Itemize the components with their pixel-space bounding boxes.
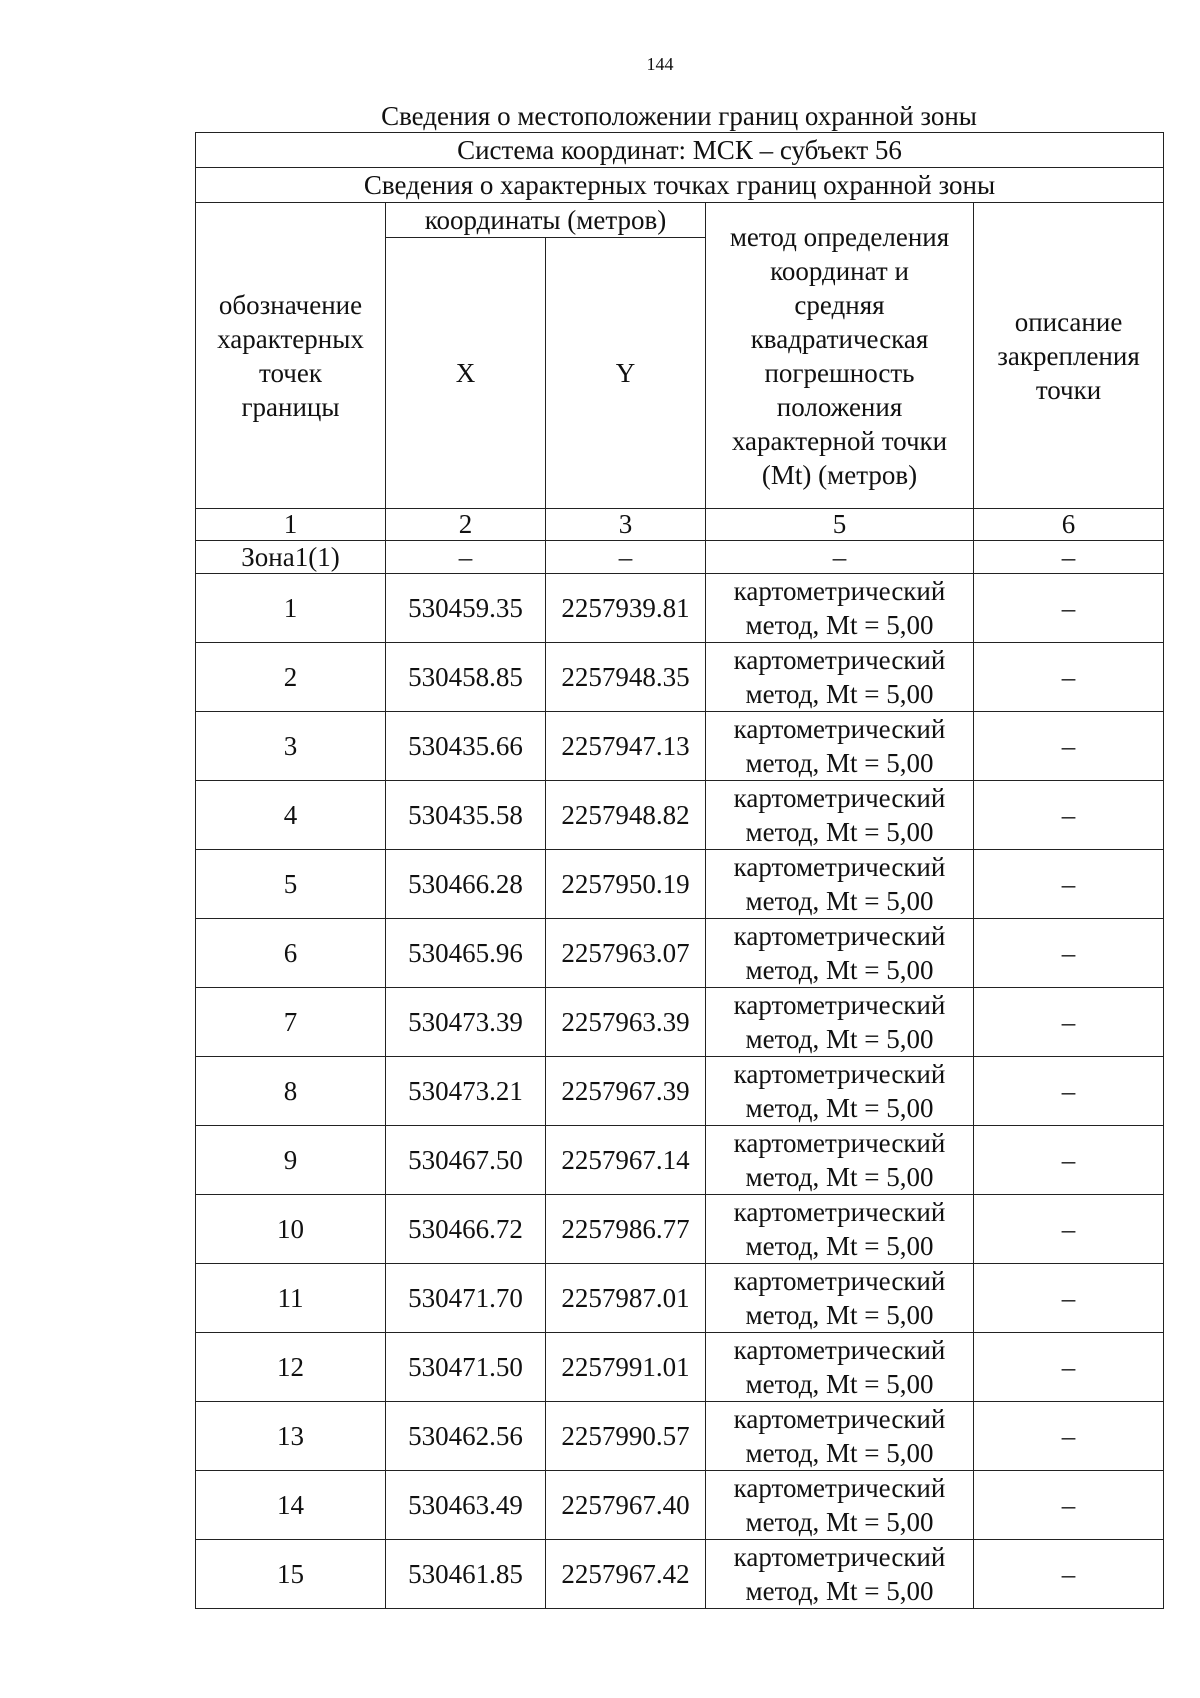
x-coordinate-cell: 530463.49	[386, 1471, 546, 1540]
table-row	[196, 712, 1164, 781]
table-row	[196, 1057, 1164, 1126]
zone-cell: –	[706, 541, 974, 574]
method-line: картометрический	[733, 714, 946, 744]
method-line: картометрический	[733, 1128, 946, 1158]
header-description	[974, 203, 1164, 509]
x-coordinate-cell: 530471.70	[386, 1264, 546, 1333]
method-line: метод, Mt = 5,00	[745, 1231, 934, 1261]
point-number-cell: 10	[196, 1195, 386, 1264]
method-cell	[706, 850, 974, 919]
method-line: метод, Mt = 5,00	[745, 886, 934, 916]
table-row	[196, 1264, 1164, 1333]
method-line: метод, Mt = 5,00	[745, 817, 934, 847]
method-cell	[706, 574, 974, 643]
point-number-cell: 11	[196, 1264, 386, 1333]
header-line: координат и	[770, 255, 909, 286]
method-cell	[706, 643, 974, 712]
page-number: 144	[646, 54, 674, 74]
method-cell	[706, 1540, 974, 1609]
x-coordinate-cell: 530466.72	[386, 1195, 546, 1264]
x-coordinate-cell: 530471.50	[386, 1333, 546, 1402]
point-number-cell: 5	[196, 850, 386, 919]
y-coordinate-cell: 2257963.39	[546, 988, 706, 1057]
method-line: метод, Mt = 5,00	[745, 610, 934, 640]
y-coordinate-cell: 2257986.77	[546, 1195, 706, 1264]
y-coordinate-cell: 2257991.01	[546, 1333, 706, 1402]
y-coordinate-cell: 2257967.40	[546, 1471, 706, 1540]
method-line: метод, Mt = 5,00	[745, 1093, 934, 1123]
x-coordinate-cell: 530466.28	[386, 850, 546, 919]
method-cell	[706, 1264, 974, 1333]
method-cell	[706, 781, 974, 850]
point-number-cell: 1	[196, 574, 386, 643]
column-number: 2	[386, 509, 546, 541]
description-cell: –	[974, 988, 1164, 1057]
method-cell	[706, 1057, 974, 1126]
description-cell: –	[974, 919, 1164, 988]
point-number-cell: 12	[196, 1333, 386, 1402]
method-cell	[706, 1195, 974, 1264]
point-number-cell: 13	[196, 1402, 386, 1471]
section-title-header: Сведения о характерных точках границ охранной зоны	[196, 168, 1164, 203]
description-cell: –	[974, 712, 1164, 781]
method-line: картометрический	[733, 1473, 946, 1503]
table-row	[196, 919, 1164, 988]
x-coordinate-cell: 530435.58	[386, 781, 546, 850]
column-number: 1	[196, 509, 386, 541]
method-cell	[706, 1126, 974, 1195]
column-number: 5	[706, 509, 974, 541]
method-line: картометрический	[733, 645, 946, 675]
description-cell: –	[974, 1057, 1164, 1126]
y-coordinate-cell: 2257963.07	[546, 919, 706, 988]
table-row	[196, 1126, 1164, 1195]
table-row	[196, 988, 1164, 1057]
method-line: картометрический	[733, 1266, 946, 1296]
header-line: границы	[241, 391, 340, 422]
point-number-cell: 3	[196, 712, 386, 781]
method-line: метод, Mt = 5,00	[745, 1024, 934, 1054]
y-coordinate-cell: 2257950.19	[546, 850, 706, 919]
y-coordinate-cell: 2257948.82	[546, 781, 706, 850]
y-coordinate-cell: 2257987.01	[546, 1264, 706, 1333]
x-coordinate-cell: 530435.66	[386, 712, 546, 781]
method-line: метод, Mt = 5,00	[745, 1369, 934, 1399]
document-title: Сведения о местоположении границ охранной зоны	[381, 101, 977, 131]
y-coordinate-cell: 2257967.42	[546, 1540, 706, 1609]
method-line: метод, Mt = 5,00	[745, 748, 934, 778]
y-coordinate-cell: 2257947.13	[546, 712, 706, 781]
header-line: точек	[259, 357, 322, 388]
point-number-cell: 8	[196, 1057, 386, 1126]
method-line: картометрический	[733, 1404, 946, 1434]
method-cell	[706, 712, 974, 781]
x-coordinate-cell: 530458.85	[386, 643, 546, 712]
column-number: 6	[974, 509, 1164, 541]
y-coordinate-cell: 2257948.35	[546, 643, 706, 712]
table-row	[196, 1402, 1164, 1471]
header-line: (Mt) (метров)	[761, 459, 918, 490]
point-number-cell: 7	[196, 988, 386, 1057]
header-line: погрешность	[764, 357, 915, 388]
header-coordinates: координаты (метров)	[386, 203, 706, 238]
method-line: метод, Mt = 5,00	[745, 955, 934, 985]
header-line: обозначение	[218, 289, 363, 320]
table-row	[196, 574, 1164, 643]
zone-cell: –	[386, 541, 546, 574]
point-number-cell: 14	[196, 1471, 386, 1540]
x-coordinate-cell: 530459.35	[386, 574, 546, 643]
description-cell: –	[974, 643, 1164, 712]
zone-row	[196, 541, 1164, 574]
description-cell: –	[974, 1540, 1164, 1609]
point-number-cell: 6	[196, 919, 386, 988]
x-coordinate-cell: 530467.50	[386, 1126, 546, 1195]
x-coordinate-cell: 530473.39	[386, 988, 546, 1057]
description-cell: –	[974, 850, 1164, 919]
description-cell: –	[974, 1471, 1164, 1540]
y-coordinate-cell: 2257967.14	[546, 1126, 706, 1195]
method-line: картометрический	[733, 921, 946, 951]
header-line: характерной точки	[731, 425, 948, 456]
table-row	[196, 1471, 1164, 1540]
table-row	[196, 1540, 1164, 1609]
description-cell: –	[974, 1402, 1164, 1471]
method-cell	[706, 919, 974, 988]
y-coordinate-cell: 2257967.39	[546, 1057, 706, 1126]
header-line: закрепления	[997, 340, 1140, 371]
header-x: X	[386, 238, 546, 509]
method-cell	[706, 988, 974, 1057]
table-row	[196, 781, 1164, 850]
method-line: картометрический	[733, 852, 946, 882]
column-number: 3	[546, 509, 706, 541]
method-line: метод, Mt = 5,00	[745, 1576, 934, 1606]
method-line: метод, Mt = 5,00	[745, 1438, 934, 1468]
description-cell: –	[974, 781, 1164, 850]
header-line: квадратическая	[750, 323, 929, 354]
description-cell: –	[974, 1126, 1164, 1195]
method-cell	[706, 1471, 974, 1540]
table-row	[196, 1333, 1164, 1402]
header-line: описание	[1014, 306, 1123, 337]
method-cell	[706, 1402, 974, 1471]
method-line: картометрический	[733, 1197, 946, 1227]
x-coordinate-cell: 530473.21	[386, 1057, 546, 1126]
method-line: картометрический	[733, 1542, 946, 1572]
method-line: картометрический	[733, 1059, 946, 1089]
header-y: Y	[546, 238, 706, 509]
method-line: картометрический	[733, 783, 946, 813]
point-number-cell: 2	[196, 643, 386, 712]
zone-cell: –	[974, 541, 1164, 574]
header-line: положения	[776, 391, 903, 422]
method-line: картометрический	[733, 1335, 946, 1365]
description-cell: –	[974, 1195, 1164, 1264]
method-line: метод, Mt = 5,00	[745, 1507, 934, 1537]
header-method	[706, 203, 974, 509]
x-coordinate-cell: 530461.85	[386, 1540, 546, 1609]
coordinates-table	[195, 132, 1164, 1609]
table-row	[196, 1195, 1164, 1264]
header-line: характерных	[217, 323, 364, 354]
method-cell	[706, 1333, 974, 1402]
x-coordinate-cell: 530465.96	[386, 919, 546, 988]
y-coordinate-cell: 2257939.81	[546, 574, 706, 643]
method-line: метод, Mt = 5,00	[745, 679, 934, 709]
point-number-cell: 9	[196, 1126, 386, 1195]
header-line: точки	[1035, 374, 1102, 405]
coordinate-system-header: Система координат: МСК – субъект 56	[196, 133, 1164, 168]
zone-cell: –	[546, 541, 706, 574]
header-line: метод определения	[729, 221, 950, 252]
zone-label: Зона1(1)	[196, 541, 386, 574]
method-line: картометрический	[733, 576, 946, 606]
table-row	[196, 643, 1164, 712]
description-cell: –	[974, 574, 1164, 643]
header-line: средняя	[794, 289, 885, 320]
point-number-cell: 15	[196, 1540, 386, 1609]
method-line: метод, Mt = 5,00	[745, 1162, 934, 1192]
description-cell: –	[974, 1333, 1164, 1402]
method-line: метод, Mt = 5,00	[745, 1300, 934, 1330]
description-cell: –	[974, 1264, 1164, 1333]
column-numbers-row	[196, 509, 1164, 541]
x-coordinate-cell: 530462.56	[386, 1402, 546, 1471]
y-coordinate-cell: 2257990.57	[546, 1402, 706, 1471]
header-point-designation	[196, 203, 386, 509]
point-number-cell: 4	[196, 781, 386, 850]
table-row	[196, 850, 1164, 919]
method-line: картометрический	[733, 990, 946, 1020]
